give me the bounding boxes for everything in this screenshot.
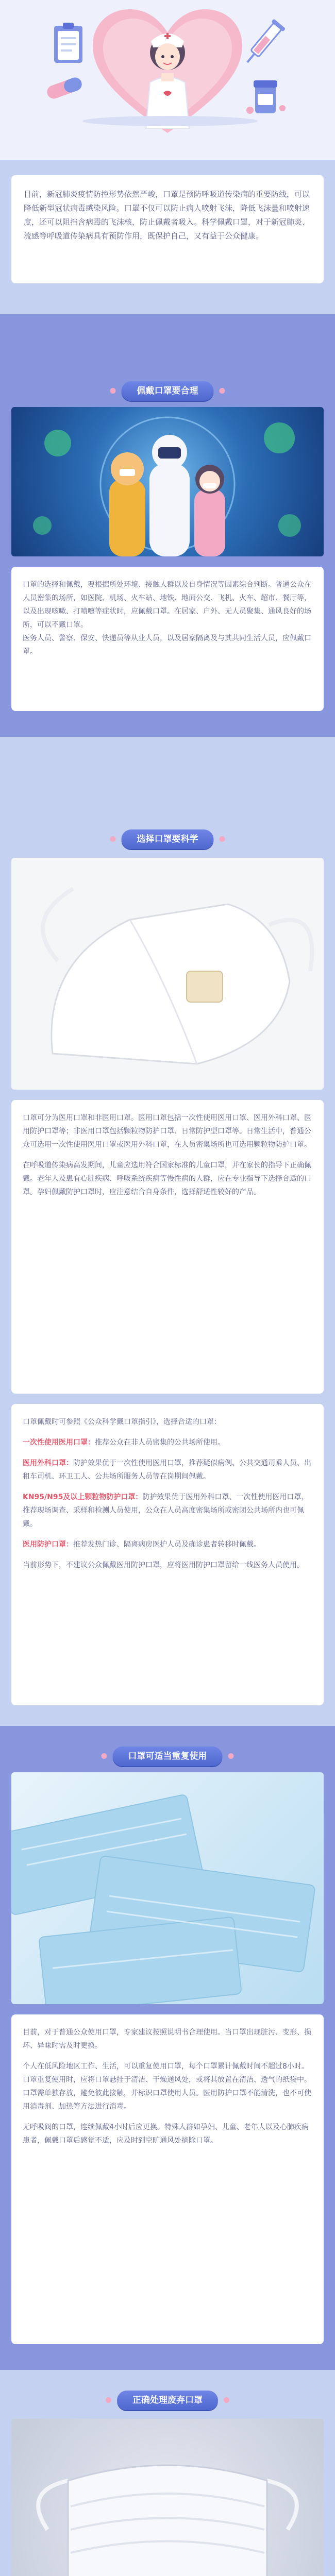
reuse-paragraph-1: 目前，对于普通公众使用口罩，专家建议按照说明书合理使用。当口罩出现脏污、变形、损坏、异味时需及时更换。 <box>23 2028 311 2050</box>
surgical-masks-illustration <box>11 1772 324 2004</box>
n95-mask-illustration <box>11 858 324 1090</box>
reuse-paragraph-2: 个人在低风险地区工作、生活，可以重复使用口罩，每个口罩累计佩戴时间不超过8小时。口罩重复使用时，应将口罩悬挂于清洁、干燥通风处，或将其放置在清洁、透气的纸袋中。口罩需单独存放，避免彼此接触，并标识口罩使用人员。医用防护口罩不能清洗，也不可使用消毒剂、加热等方法进行消毒。 <box>23 2062 311 2111</box>
family-masks-photo <box>11 407 324 556</box>
choose-item-text: 推荐公众在非人员密集的公共场所使用。 <box>95 1438 225 1447</box>
pill-capsule-icon <box>44 72 90 103</box>
section-title-choose: 选择口罩要科学 <box>122 829 214 849</box>
n95-mask-photo <box>11 858 324 1090</box>
choose-item <box>23 1456 312 1483</box>
section-title-dispose: 正确处理废弃口罩 <box>117 2391 218 2410</box>
choose-item <box>23 1436 312 1449</box>
choose-item <box>23 1538 312 1551</box>
family-masks-illustration <box>11 407 324 556</box>
intro-text: 目前，新冠肺炎疫情防控形势依然严峻，口罩是预防呼吸道传染病的重要防线，可以降低新型冠状病毒感染风险。口罩不仅可以防止病人喷射飞沫，降低飞沫量和喷射速度，还可以阻挡含病毒的飞沫核，防止佩戴者吸入。科学佩戴口罩，对于新冠肺炎、流感等呼吸道传染病具有预防作用，既保护自己，又有益于公众健康。 <box>24 190 310 241</box>
hero-ground-shadow <box>72 111 268 131</box>
intro-section <box>0 160 335 314</box>
choose-paragraph-1: 口罩可分为医用口罩和非医用口罩。医用口罩包括一次性使用医用口罩、医用外科口罩、医用防护口罩等；非医用口罩包括颗粒物防护口罩、日常防护型口罩等。日常生活中，普通公众可选用一次性使用医用口罩或医用外科口罩，在人员密集场所也可选用颗粒物防护口罩。 <box>23 1114 311 1149</box>
reuse-text-card <box>11 2014 324 2344</box>
section-title-wear: 佩戴口罩要合理 <box>122 381 214 401</box>
choose-outro: 当前形势下，不建议公众佩戴医用防护口罩，应将医用防护口罩留给一线医务人员使用。 <box>23 1561 304 1569</box>
choose-item-label: 医用外科口罩： <box>23 1459 73 1467</box>
reuse-paragraph-3: 无呼吸阀的口罩，连续佩戴4小时后应更换。特殊人群如孕妇、儿童、老年人以及心肺疾病患者，佩戴口罩后感觉不适，应及时到空旷通风处摘除口罩。 <box>23 2123 309 2145</box>
intro-card <box>11 175 324 283</box>
choose-item-label: KN95/N95及以上颗粒物防护口罩： <box>23 1493 143 1501</box>
wear-text: 口罩的选择和佩戴，要根据所处环境、接触人群以及自身情况等因素综合判断。普通公众在人员密集的场所，如医院、机场、火车站、地铁、地面公交、飞机、火车、超市、餐厅等，以及出现咳嗽、打喷嚏等症状时，应佩戴口罩。在居家、户外、无人员聚集、通风良好的场所，可以不戴口罩。 医务人员、警察、保安、快递员等从业人员，以及居家隔离及与其共同生活人员，应佩戴口罩。 <box>23 581 311 656</box>
choose-intro: 口罩佩戴时可参照《公众科学戴口罩指引》，选择合适的口罩： <box>23 1418 221 1426</box>
section-title-reuse: 口罩可适当重复使用 <box>113 1747 223 1766</box>
wear-text-card <box>11 567 324 711</box>
surgical-masks-photo <box>11 1772 324 2004</box>
flat-mask-illustration <box>11 2419 324 2576</box>
choose-text-card-1 <box>11 1100 324 1394</box>
choose-item-text: 防护效果优于一次性使用医用口罩，推荐疑似病例、公共交通司乘人员、出租车司机、环卫工人、公共场所服务人员等在岗期间佩戴。 <box>23 1459 311 1481</box>
clipboard-icon <box>49 21 90 67</box>
choose-item <box>23 1490 312 1531</box>
choose-item-label: 医用防护口罩： <box>23 1540 73 1549</box>
choose-paragraph-2: 在呼吸道传染病高发期间，儿童应选用符合国家标准的儿童口罩，并在家长的指导下正确佩戴。老年人及患有心脏疾病、呼吸系统疾病等慢性病的人群，应在专业指导下选择合适的口罩。孕妇佩戴防护口罩时，应注意结合自身条件，选择舒适性较好的产品。 <box>23 1161 311 1196</box>
choose-item-text: 推荐发热门诊、隔离病房医护人员及确诊患者转移时佩戴。 <box>73 1540 261 1549</box>
choose-item-label: 一次性使用医用口罩： <box>23 1438 95 1447</box>
choose-text-card-2 <box>11 1404 324 1705</box>
choose-item-text: 防护效果优于医用外科口罩、一次性使用医用口罩，推荐现场调查、采样和检测人员使用，公众在人员高度密集场所或密闭公共场所内也可佩戴。 <box>23 1493 309 1528</box>
hero-banner <box>0 0 335 160</box>
flat-mask-photo <box>11 2419 324 2576</box>
syringe-icon <box>234 15 291 72</box>
